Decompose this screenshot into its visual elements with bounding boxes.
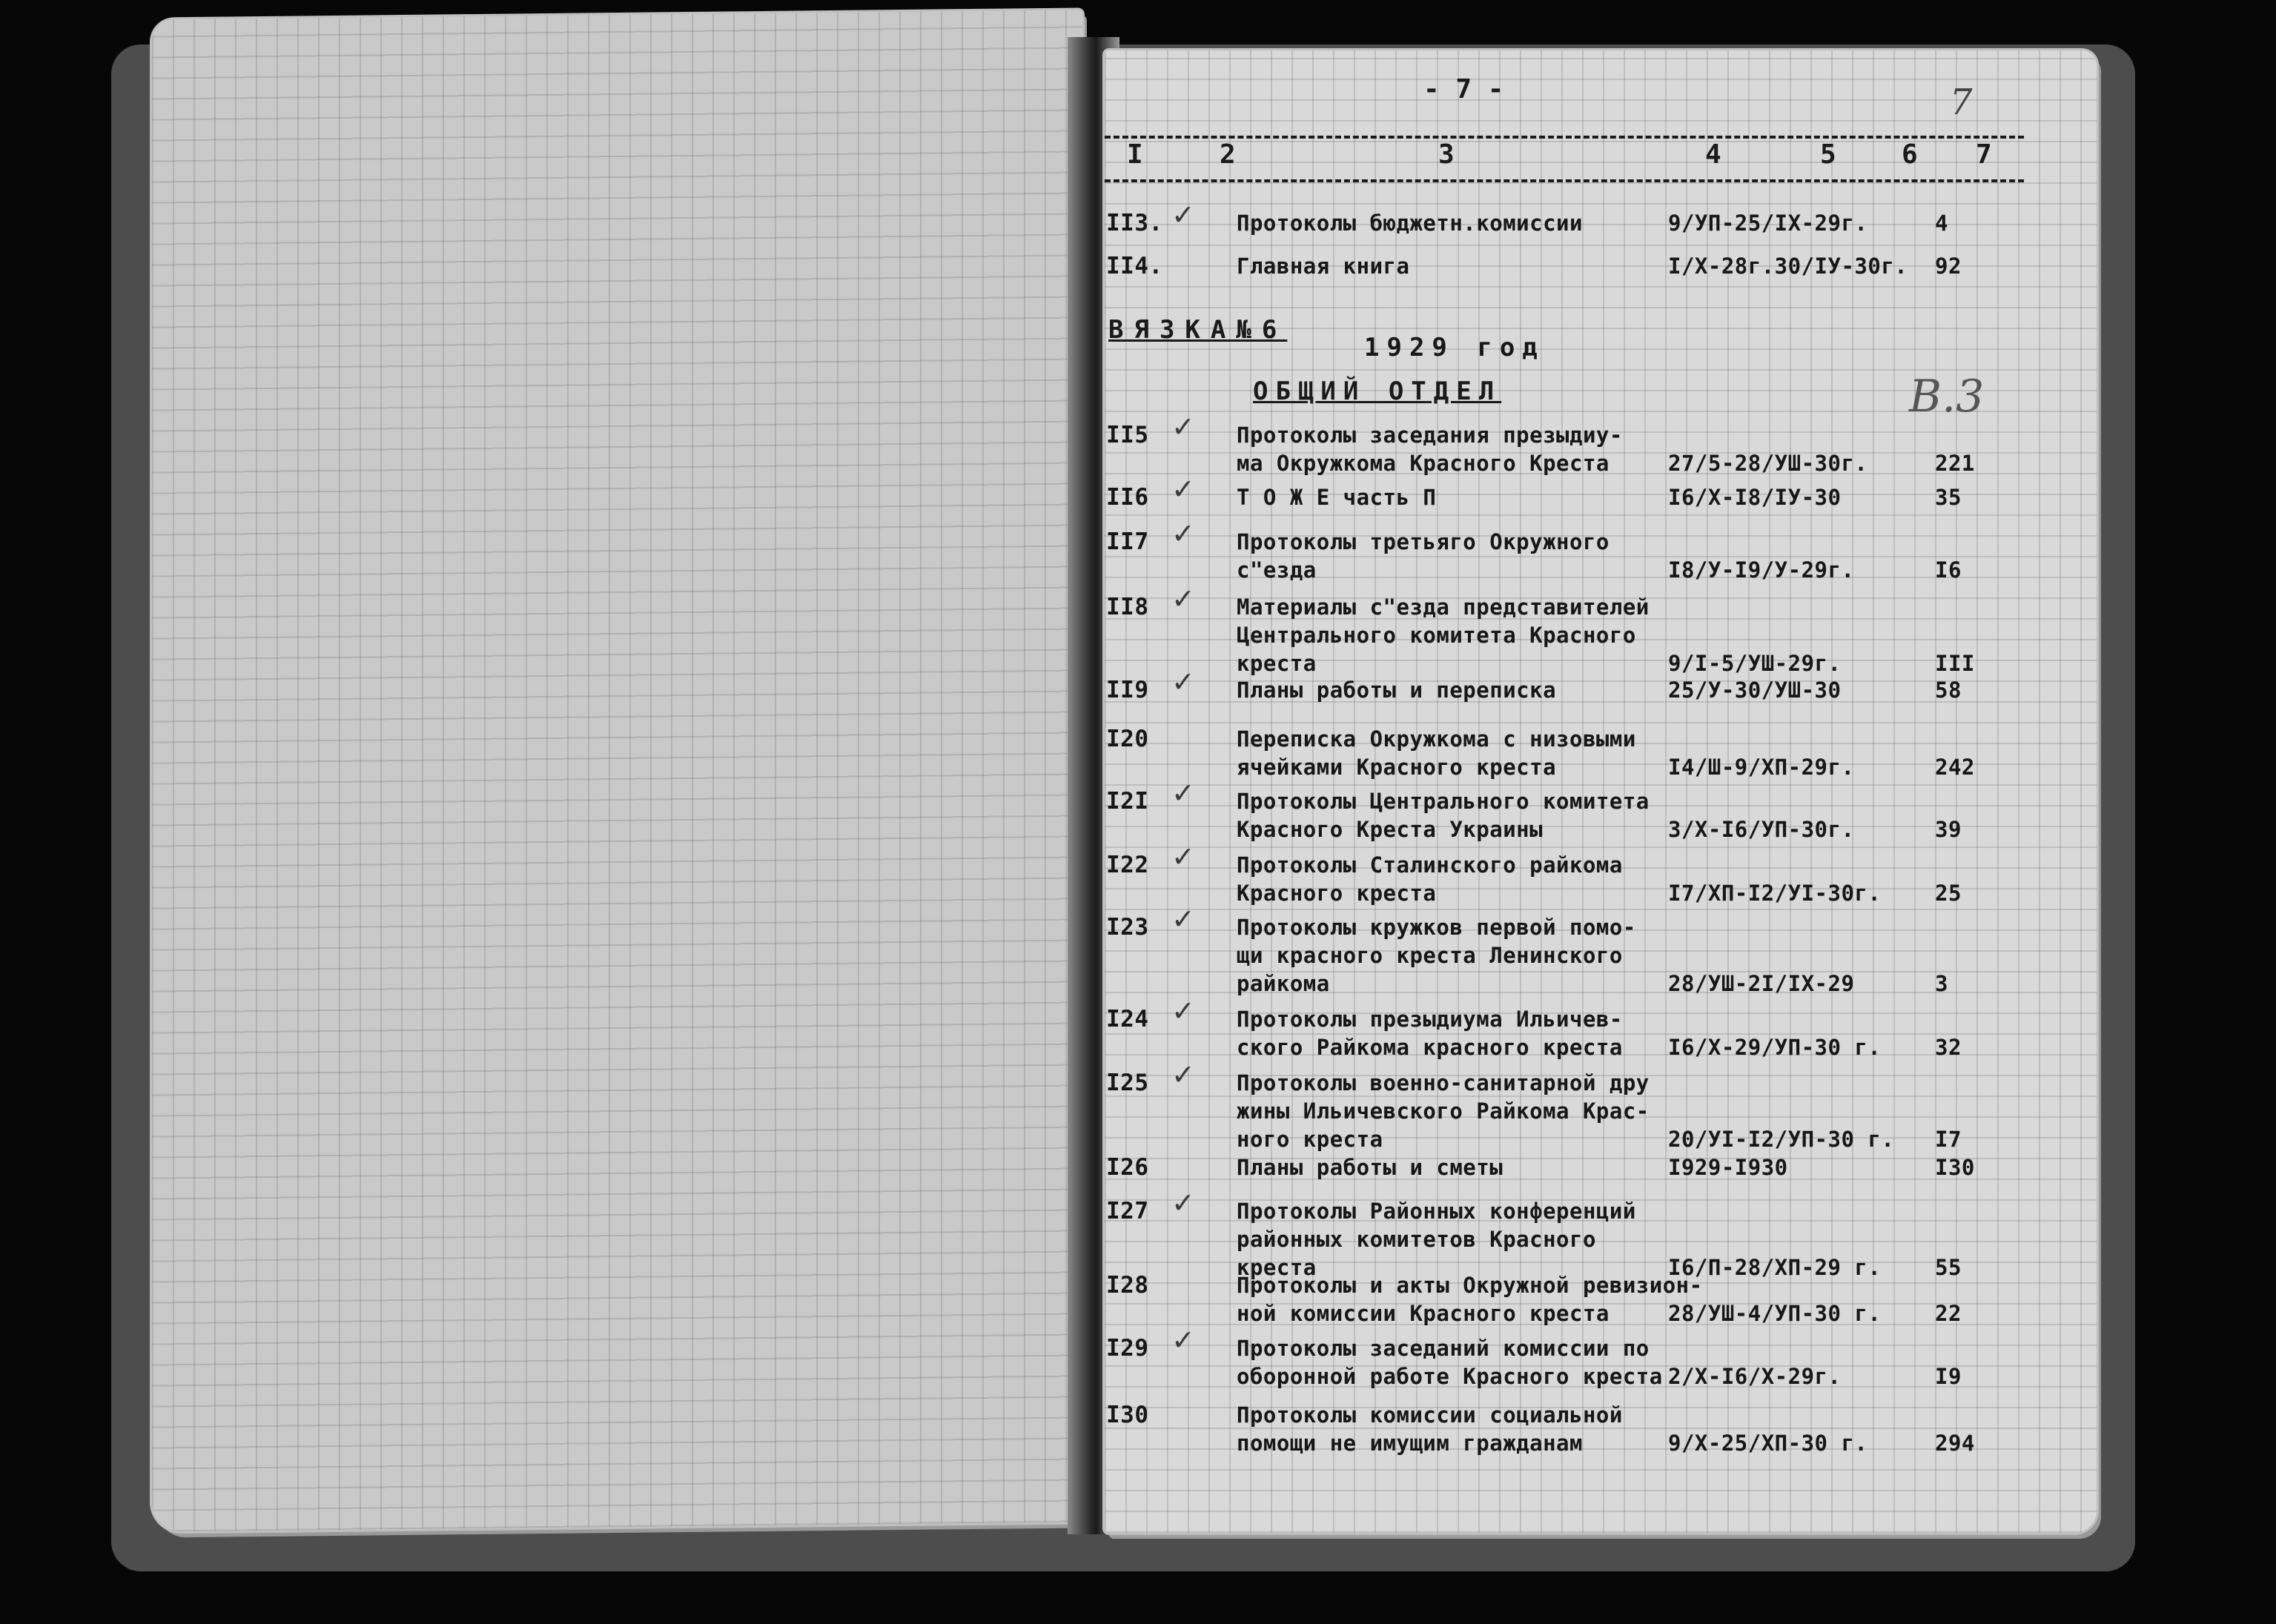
col-5: 5 [1820, 139, 1836, 170]
check-mark: ✓ [1171, 1058, 1195, 1091]
header-rule-bottom [1105, 179, 2024, 182]
entry-dates: 3/X-I6/УП-30г. [1668, 817, 1855, 842]
check-mark: ✓ [1171, 583, 1195, 615]
col-4: 4 [1705, 139, 1721, 170]
entry-description: Протоколы и акты Окружной ревизион- ной комиссии Красного креста [1237, 1273, 1703, 1326]
entry-description: Планы работы и переписка [1237, 677, 1557, 703]
entry-dates: 20/УI-I2/УП-30 г. [1668, 1127, 1895, 1152]
entry-description: Протоколы бюджетн.комиссии [1237, 211, 1583, 236]
entry-number: I26 [1106, 1154, 1149, 1181]
pencil-note: В.3 [1909, 371, 1985, 422]
entry-description: Протоколы заседания презыдиу- ма Окружкома Красного Креста [1237, 422, 1623, 476]
entry-count: 35 [1935, 485, 1962, 510]
entry-count: 25 [1935, 881, 1962, 906]
entry-count: 58 [1935, 677, 1962, 703]
left-page [152, 10, 1082, 1531]
entry-number: II7 [1106, 528, 1149, 555]
entry-number: II8 [1106, 594, 1149, 620]
entry-dates: 2/X-I6/X-29г. [1668, 1364, 1842, 1389]
check-mark: ✓ [1171, 199, 1195, 231]
check-mark: ✓ [1171, 995, 1195, 1027]
entry-count: 294 [1935, 1431, 1975, 1456]
entry-dates: I929-I930 [1668, 1155, 1788, 1180]
entry-count: I7 [1935, 1127, 1962, 1152]
entry-description: Планы работы и сметы [1237, 1155, 1503, 1180]
entry-dates: I6/П-28/XП-29 г. [1668, 1255, 1882, 1280]
entry-description: Переписка Окружкома с низовыми ячейками Красного креста [1237, 726, 1636, 780]
entry-count: 4 [1935, 211, 1948, 236]
entry-description: Протоколы Центрального комитета Красного Креста Украины [1237, 789, 1650, 842]
entry-number: I2I [1106, 788, 1149, 815]
entry-number: II3. [1106, 210, 1163, 236]
entry-dates: I6/X-29/УП-30 г. [1668, 1035, 1882, 1060]
check-mark: ✓ [1171, 777, 1195, 809]
check-mark: ✓ [1171, 411, 1195, 443]
entry-count: III [1935, 651, 1975, 676]
entry-dates: I/X-28г.30/IУ-30г. [1668, 253, 1908, 279]
entry-count: 22 [1935, 1301, 1962, 1326]
entry-number: I27 [1106, 1198, 1149, 1224]
entry-number: I28 [1106, 1272, 1149, 1299]
department-title: ОБЩИЙ ОТДЕЛ [1253, 377, 1502, 406]
entry-description: Протоколы заседаний комиссии по оборонной работе Красного креста [1237, 1336, 1663, 1389]
col-2: 2 [1220, 139, 1236, 170]
entry-description: Протоколы третьяго Окружного с"езда [1237, 529, 1610, 583]
entry-dates: 27/5-28/УШ-30г. [1668, 451, 1868, 476]
entry-count: 3 [1935, 971, 1948, 996]
entry-dates: 28/УШ-4/УП-30 г. [1668, 1301, 1882, 1326]
entry-dates: I6/X-I8/IУ-30 [1668, 485, 1842, 510]
entry-dates: I7/XП-I2/УI-30г. [1668, 881, 1882, 906]
check-mark: ✓ [1171, 841, 1195, 873]
entry-count: 32 [1935, 1035, 1962, 1060]
check-mark: ✓ [1171, 903, 1195, 935]
check-mark: ✓ [1171, 1187, 1195, 1219]
entry-count: 55 [1935, 1255, 1962, 1280]
entry-count: 39 [1935, 817, 1962, 842]
entry-dates: 25/У-30/УШ-30 [1668, 677, 1842, 703]
col-3: 3 [1438, 139, 1455, 170]
entry-number: I24 [1106, 1006, 1149, 1033]
section-year: 1929 год [1364, 333, 1545, 362]
entry-number: I30 [1106, 1402, 1149, 1428]
entry-number: II5 [1106, 422, 1149, 448]
entry-description: Протоколы комиссии социальной помощи не имущим гражданам [1237, 1402, 1623, 1456]
entry-dates: I8/У-I9/У-29г. [1668, 557, 1855, 583]
col-7: 7 [1976, 139, 1992, 170]
entry-description: Протоколы Сталинского райкома Красного креста [1237, 852, 1623, 906]
entry-dates: 28/УШ-2I/IX-29 [1668, 971, 1855, 996]
entry-description: Протоколы презыдиума Ильичев- ского Райкома красного креста [1237, 1007, 1623, 1060]
entry-description: Протоколы Районных конференций районных комитетов Красного креста [1237, 1199, 1636, 1280]
entry-number: I29 [1106, 1335, 1149, 1362]
corner-note: 7 [1950, 82, 1973, 123]
header-rule-top [1105, 136, 2024, 139]
entry-description: Главная книга [1237, 253, 1410, 279]
entry-count: I9 [1935, 1364, 1962, 1389]
check-mark: ✓ [1171, 473, 1195, 506]
entry-dates: 9/УП-25/IX-29г. [1668, 211, 1868, 236]
entry-count: 92 [1935, 253, 1962, 279]
entry-count: 242 [1935, 755, 1975, 780]
entry-number: II4. [1106, 253, 1163, 279]
entry-dates: I4/Ш-9/XП-29г. [1668, 755, 1855, 780]
page-number: - 7 - [1423, 74, 1504, 105]
col-1: I [1127, 139, 1143, 170]
entry-number: II6 [1106, 484, 1149, 511]
entry-number: I23 [1106, 914, 1149, 941]
entry-number: I25 [1106, 1070, 1149, 1096]
entry-count: I30 [1935, 1155, 1975, 1180]
col-6: 6 [1902, 139, 1918, 170]
entry-dates: 9/I-5/УШ-29г. [1668, 651, 1842, 676]
entry-number: II9 [1106, 677, 1149, 703]
check-mark: ✓ [1171, 1324, 1195, 1356]
entry-number: I20 [1106, 726, 1149, 752]
entry-description: Протоколы кружков первой помо- щи красного креста Ленинского райкома [1237, 915, 1636, 996]
entry-dates: 9/X-25/XП-30 г. [1668, 1431, 1868, 1456]
check-mark: ✓ [1171, 517, 1195, 550]
entry-description: Т О Ж Е часть П [1237, 485, 1437, 510]
entry-description: Протоколы военно-санитарной дру жины Ильичевского Райкома Крас- ного креста [1237, 1070, 1650, 1152]
check-mark: ✓ [1171, 666, 1195, 698]
entry-description: Материалы с"езда представителей Центрального комитета Красного креста [1237, 594, 1650, 676]
entry-count: 221 [1935, 451, 1975, 476]
entry-number: I22 [1106, 852, 1149, 878]
column-header [1105, 139, 2031, 176]
entry-count: I6 [1935, 557, 1962, 583]
section-label: ВЯЗКА№6 [1108, 315, 1288, 345]
